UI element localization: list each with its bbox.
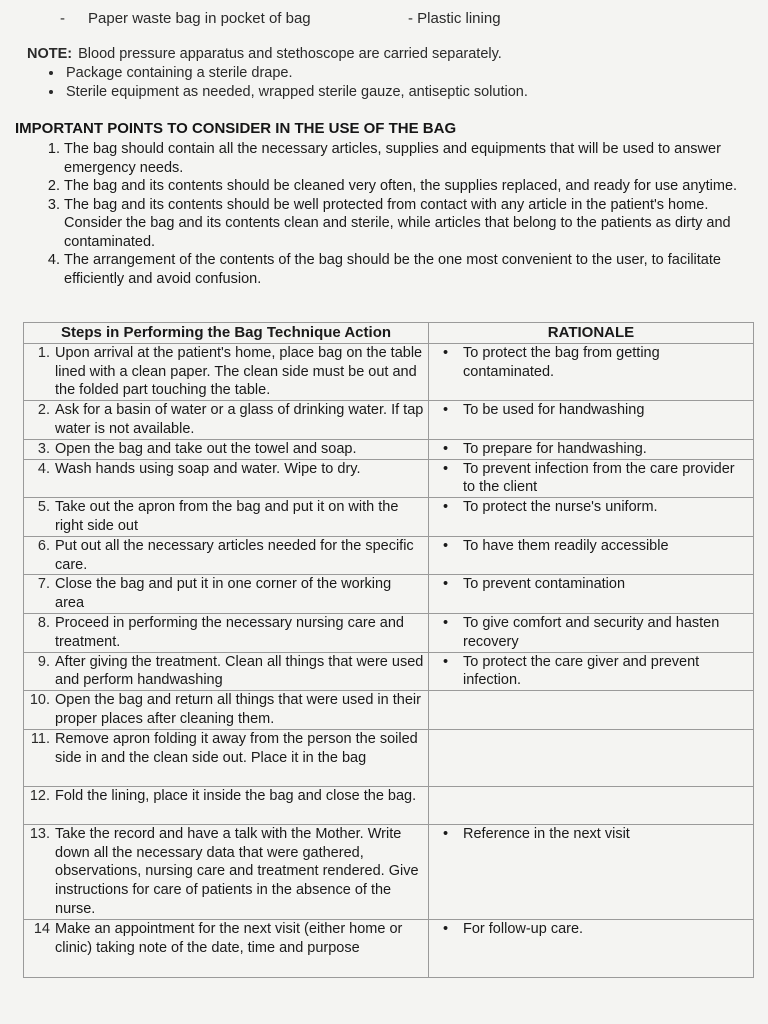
bullet-icon: • bbox=[443, 537, 449, 554]
step-content bbox=[28, 537, 424, 575]
table-row bbox=[24, 343, 754, 400]
rationale-cell bbox=[429, 401, 754, 440]
bullet-icon: • bbox=[443, 499, 449, 516]
step-text: Open the bag and return all things that were used in their proper places after cleaning them. bbox=[55, 692, 421, 727]
important-point: 1. The bag should contain all the necessary articles, supplies and equipments that will be used to answer emergency needs. bbox=[64, 140, 740, 177]
step-content bbox=[28, 401, 424, 439]
step-text: Upon arrival at the patient's home, place bag on the table lined with a clean paper. The clean side must be out and the folded part touching the table. bbox=[55, 344, 423, 399]
step-text: Open the bag and take out the towel and soap. bbox=[55, 440, 357, 457]
supply-item-plastic-lining: - Plastic lining bbox=[408, 10, 501, 27]
step-number: 13. bbox=[29, 825, 50, 842]
step-cell bbox=[24, 343, 429, 400]
step-content bbox=[28, 825, 424, 919]
rationale-cell bbox=[429, 786, 754, 824]
rationale-cell bbox=[429, 919, 754, 977]
step-number: 8. bbox=[37, 614, 50, 631]
bullet-icon: • bbox=[443, 460, 449, 477]
step-cell bbox=[24, 729, 429, 786]
rationale-content bbox=[433, 614, 749, 652]
step-cell bbox=[24, 824, 429, 919]
step-text: After giving the treatment. Clean all things that were used and perform handwashing bbox=[55, 653, 424, 689]
step-text: Close the bag and put it in one corner of the working area bbox=[55, 576, 392, 612]
step-cell bbox=[24, 786, 429, 824]
note-section bbox=[27, 46, 747, 102]
step-content bbox=[28, 691, 424, 729]
step-content bbox=[28, 787, 424, 806]
step-content bbox=[28, 730, 424, 768]
step-number: 11. bbox=[30, 730, 50, 747]
table-row bbox=[24, 613, 754, 652]
important-points-list bbox=[15, 140, 740, 288]
step-number: 2. bbox=[37, 402, 50, 419]
step-cell bbox=[24, 439, 429, 459]
step-content bbox=[28, 575, 424, 613]
rationale-text: For follow-up care. bbox=[463, 920, 584, 937]
bullet-icon: • bbox=[443, 576, 449, 593]
bullet-icon: • bbox=[443, 402, 449, 419]
rationale-content bbox=[433, 653, 749, 691]
list-dash: - bbox=[60, 10, 65, 27]
rationale-column-header: RATIONALE bbox=[429, 323, 754, 344]
step-text: Fold the lining, place it inside the bag and close the bag. bbox=[55, 787, 417, 804]
rationale-text: To prepare for handwashing. bbox=[463, 440, 647, 457]
table-row bbox=[24, 786, 754, 824]
step-number: 7. bbox=[37, 576, 50, 593]
rationale-content bbox=[433, 498, 749, 517]
rationale-content bbox=[433, 920, 749, 939]
step-text: Ask for a basin of water or a glass of drinking water. If tap water is not available. bbox=[55, 402, 424, 437]
bullet-icon: • bbox=[443, 653, 449, 670]
step-content bbox=[28, 498, 424, 536]
rationale-cell bbox=[429, 439, 754, 459]
step-text: Remove apron folding it away from the person the soiled side in and the clean side out. Place it in the bag bbox=[55, 730, 418, 766]
step-cell bbox=[24, 401, 429, 440]
bullet-icon: • bbox=[443, 614, 449, 631]
rationale-text: To have them readily accessible bbox=[463, 537, 669, 554]
step-content bbox=[28, 653, 424, 691]
supply-item-paper-waste-bag: Paper waste bag in pocket of bag bbox=[88, 10, 311, 27]
step-number: 6. bbox=[37, 537, 50, 554]
rationale-cell bbox=[429, 343, 754, 400]
rationale-text: To prevent contamination bbox=[463, 576, 626, 593]
table-row bbox=[24, 459, 754, 498]
rationale-cell bbox=[429, 575, 754, 614]
rationale-cell bbox=[429, 691, 754, 730]
rationale-content bbox=[433, 344, 749, 382]
table-row bbox=[24, 652, 754, 691]
step-cell bbox=[24, 652, 429, 691]
rationale-content bbox=[433, 537, 749, 556]
important-point: 2. The bag and its contents should be cleaned very often, the supplies replaced, and ready for use anytime. bbox=[64, 177, 740, 196]
step-number: 5. bbox=[37, 499, 50, 516]
table-row bbox=[24, 536, 754, 575]
rationale-text: To protect the bag from getting contaminated. bbox=[463, 344, 660, 380]
note-bullet-list bbox=[27, 64, 747, 102]
note-bullet: • Package containing a sterile drape. bbox=[64, 64, 747, 83]
table-header-row bbox=[24, 323, 754, 344]
rationale-text: To protect the care giver and prevent infection. bbox=[463, 653, 700, 689]
table-row bbox=[24, 439, 754, 459]
rationale-cell bbox=[429, 613, 754, 652]
step-number: 12. bbox=[29, 787, 50, 804]
step-cell bbox=[24, 613, 429, 652]
step-cell bbox=[24, 498, 429, 537]
step-content bbox=[28, 920, 424, 958]
table-row bbox=[24, 691, 754, 730]
step-cell bbox=[24, 459, 429, 498]
important-point: 3. The bag and its contents should be well protected from contact with any article in the patient's home. Consider the bag and its contents clean and sterile, while articles that belong to the patients as dirty and contaminated. bbox=[64, 196, 740, 252]
step-cell bbox=[24, 575, 429, 614]
rationale-text: To be used for handwashing bbox=[463, 402, 645, 419]
step-number: 14 bbox=[33, 920, 50, 937]
note-line bbox=[27, 46, 747, 62]
step-text: Make an appointment for the next visit (either home or clinic) taking note of the date, time and purpose bbox=[55, 920, 403, 956]
rationale-content bbox=[433, 440, 749, 459]
rationale-content bbox=[433, 575, 749, 594]
rationale-content bbox=[433, 401, 749, 420]
step-text: Put out all the necessary articles needed for the specific care. bbox=[55, 537, 414, 573]
table-row bbox=[24, 919, 754, 977]
table-row bbox=[24, 575, 754, 614]
note-text: Blood pressure apparatus and stethoscope are carried separately. bbox=[78, 46, 502, 62]
rationale-cell bbox=[429, 459, 754, 498]
step-number: 10. bbox=[29, 692, 50, 709]
step-content bbox=[28, 460, 424, 479]
rationale-text: To protect the nurse's uniform. bbox=[463, 499, 658, 516]
rationale-cell bbox=[429, 536, 754, 575]
bag-technique-table bbox=[23, 322, 754, 978]
rationale-text: Reference in the next visit bbox=[463, 825, 630, 842]
rationale-text: To prevent infection from the care provider to the client bbox=[463, 460, 735, 496]
bullet-icon: • bbox=[443, 825, 449, 842]
step-number: 3. bbox=[37, 440, 50, 457]
table-row bbox=[24, 401, 754, 440]
step-cell bbox=[24, 536, 429, 575]
section-heading: IMPORTANT POINTS TO CONSIDER IN THE USE OF THE BAG bbox=[15, 120, 457, 137]
steps-column-header: Steps in Performing the Bag Technique Action bbox=[24, 323, 429, 344]
top-supply-line bbox=[60, 10, 501, 27]
rationale-content bbox=[433, 460, 749, 498]
table-body bbox=[24, 343, 754, 977]
step-cell bbox=[24, 691, 429, 730]
step-text: Take the record and have a talk with the Mother. Write down all the necessary data that were gathered, observations, nursing care and treatment rendered. Give instructions for care of patients in the absence of the nurse. bbox=[55, 825, 419, 917]
step-content bbox=[28, 440, 424, 459]
step-number: 9. bbox=[37, 653, 50, 670]
rationale-content bbox=[433, 825, 749, 844]
bullet-icon: • bbox=[443, 344, 449, 361]
rationale-text: To give comfort and security and hasten recovery bbox=[463, 614, 720, 650]
note-label: NOTE: bbox=[27, 46, 73, 62]
important-point: 4. The arrangement of the contents of the bag should be the one most convenient to the user, to facilitate efficiently and avoid confusion. bbox=[64, 251, 740, 288]
step-number: 4. bbox=[37, 460, 50, 477]
note-bullet: • Sterile equipment as needed, wrapped sterile gauze, antiseptic solution. bbox=[64, 83, 747, 102]
step-cell bbox=[24, 919, 429, 977]
bullet-icon: • bbox=[443, 440, 449, 457]
table-row bbox=[24, 498, 754, 537]
step-content bbox=[28, 344, 424, 400]
step-content bbox=[28, 614, 424, 652]
step-text: Wash hands using soap and water. Wipe to dry. bbox=[55, 460, 361, 477]
table-row bbox=[24, 824, 754, 919]
bullet-icon: • bbox=[443, 920, 449, 937]
step-number: 1. bbox=[37, 344, 50, 361]
rationale-cell bbox=[429, 729, 754, 786]
important-points-section bbox=[15, 120, 740, 288]
rationale-cell bbox=[429, 652, 754, 691]
step-text: Proceed in performing the necessary nursing care and treatment. bbox=[55, 614, 404, 650]
step-text: Take out the apron from the bag and put it on with the right side out bbox=[55, 499, 399, 534]
rationale-cell bbox=[429, 824, 754, 919]
rationale-cell bbox=[429, 498, 754, 537]
table-row bbox=[24, 729, 754, 786]
